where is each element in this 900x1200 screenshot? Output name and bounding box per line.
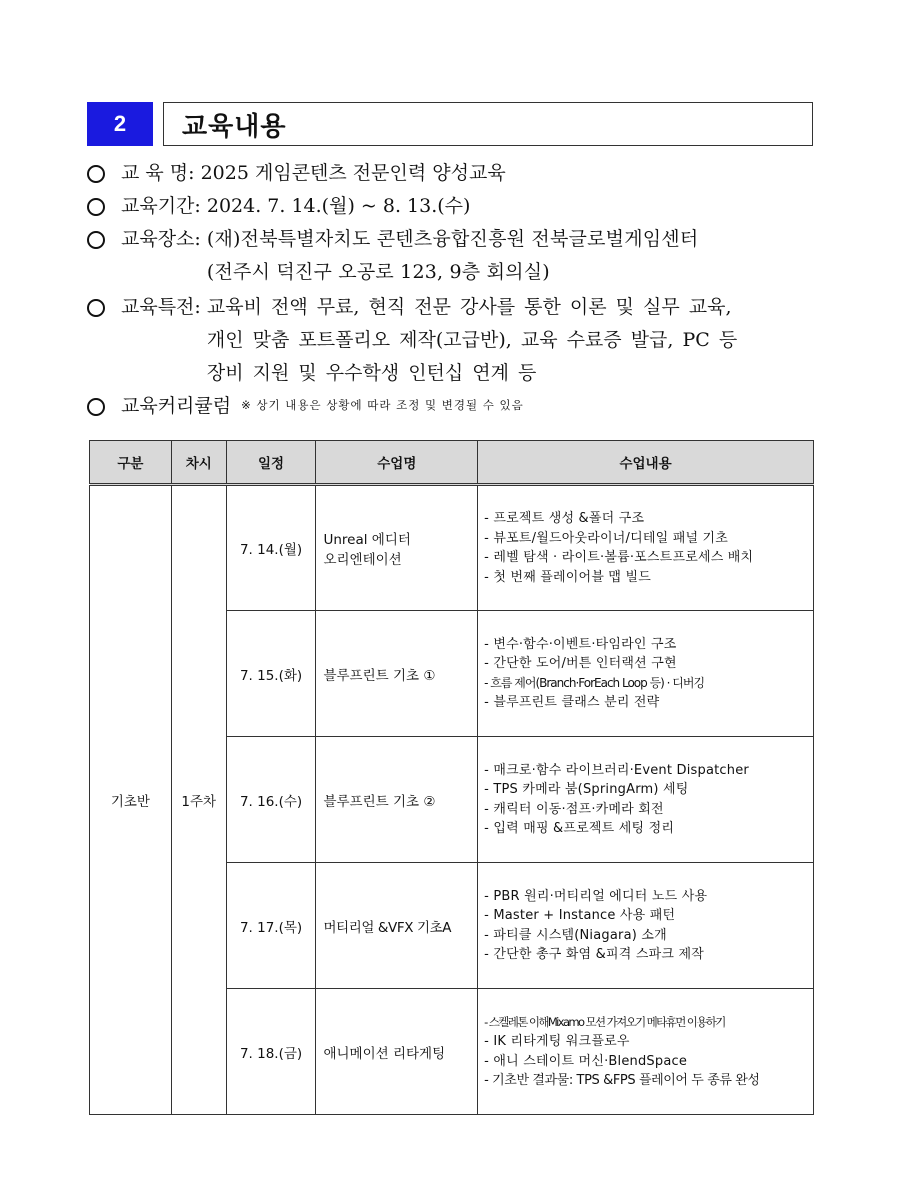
date-cell: 7. 17.(목) bbox=[226, 863, 316, 989]
class-content-cell bbox=[478, 611, 814, 737]
info-list bbox=[87, 157, 827, 423]
content-line: - 파티클 시스템(Niagara) 소개 bbox=[484, 927, 667, 943]
curriculum-table bbox=[89, 440, 814, 1115]
content-line: - TPS 카메라 붐(SpringArm) 세팅 bbox=[484, 782, 689, 797]
info-label: 교육특전: bbox=[121, 296, 207, 318]
class-name-cell bbox=[316, 989, 478, 1115]
info-value-line: 2024. 7. 14.(월) ~ 8. 13.(수) bbox=[206, 195, 471, 217]
info-label: 교육기간: bbox=[121, 195, 207, 217]
content-line: - 매크로·함수 라이브러리·Event Dispatcher bbox=[484, 762, 749, 778]
circle-bullet-icon bbox=[87, 398, 105, 416]
info-item-location bbox=[87, 223, 827, 289]
section-title: 교육내용 bbox=[182, 111, 287, 142]
class-content-cell bbox=[478, 485, 814, 611]
table-row bbox=[90, 485, 814, 611]
group-cell: 기초반 bbox=[90, 485, 172, 1115]
info-value bbox=[201, 157, 827, 190]
info-value-line: (재)전북특별자치도 콘텐츠융합진흥원 전북글로벌게임센터 bbox=[206, 228, 699, 250]
info-item-benefits bbox=[87, 291, 827, 390]
class-content-cell bbox=[478, 989, 814, 1115]
info-value-line: 장비 지원 및 우수학생 인턴십 연계 등 bbox=[206, 362, 537, 384]
class-content-cell bbox=[478, 863, 814, 989]
header-class-name: 수업명 bbox=[316, 441, 478, 485]
content-line: - Master + Instance 사용 패턴 bbox=[484, 908, 676, 923]
circle-bullet-icon bbox=[87, 165, 105, 183]
table-header-row bbox=[90, 441, 814, 485]
content-line: - 변수·함수·이벤트·타임라인 구조 bbox=[484, 636, 677, 652]
class-name-line: 애니메이션 리타게팅 bbox=[323, 1045, 446, 1062]
class-name-cell bbox=[316, 611, 478, 737]
circle-bullet-icon bbox=[87, 231, 105, 249]
header-schedule: 일정 bbox=[226, 441, 316, 485]
content-line: - 스켈레톤 이해Mixamo 모션 가져오기 메타휴먼 이용하기 bbox=[484, 1014, 725, 1029]
content-line: - PBR 원리·머티리얼 에디터 노드 사용 bbox=[484, 888, 708, 904]
content-line: - 기초반 결과물: TPS &FPS 플레이어 두 종류 완성 bbox=[484, 1073, 760, 1088]
class-name-line: Unreal 에디터 bbox=[323, 532, 411, 548]
class-name-line: 블루프린트 기초 ② bbox=[323, 793, 436, 810]
content-line: - 첫 번째 플레이어블 맵 빌드 bbox=[484, 569, 652, 585]
content-line: - 캐릭터 이동·점프·카메라 회전 bbox=[484, 801, 664, 817]
class-name-cell bbox=[316, 863, 478, 989]
info-label: 교육장소: bbox=[121, 228, 207, 250]
week-cell: 1주차 bbox=[171, 485, 226, 1115]
content-line: - 흐름 제어(Branch·ForEach Loop 등) · 디버깅 bbox=[484, 675, 705, 690]
header-class-content: 수업내용 bbox=[478, 441, 814, 485]
class-name-line: 블루프린트 기초 ① bbox=[323, 667, 436, 684]
content-line: - 애니 스테이트 머신·BlendSpace bbox=[484, 1053, 688, 1069]
info-item-period bbox=[87, 190, 827, 223]
content-line: - 레벨 탐색 · 라이트·볼륨·포스트프로세스 배치 bbox=[484, 550, 754, 565]
info-label: 교 육 명: bbox=[121, 162, 201, 184]
circle-bullet-icon bbox=[87, 198, 105, 216]
content-line: - 입력 매핑 &프로젝트 세팅 정리 bbox=[484, 821, 675, 836]
circle-bullet-icon bbox=[87, 299, 105, 317]
header-category: 구분 bbox=[90, 441, 172, 485]
info-item-course-name bbox=[87, 157, 827, 190]
info-value bbox=[207, 223, 827, 289]
section-header bbox=[87, 102, 813, 146]
content-line: - 간단한 총구 화염 &피격 스파크 제작 bbox=[484, 947, 704, 962]
info-value-line: 교육비 전액 무료, 현직 전문 강사를 통한 이론 및 실무 교육, bbox=[206, 296, 732, 318]
curriculum-note: ※ 상기 내용은 상황에 따라 조정 및 변경될 수 있음 bbox=[241, 398, 524, 412]
class-name-cell bbox=[316, 737, 478, 863]
info-label: 교육커리큘럼 bbox=[121, 395, 232, 417]
info-item-curriculum bbox=[87, 390, 827, 423]
info-value-line: 개인 맞춤 포트폴리오 제작(고급반), 교육 수료증 발급, PC 등 bbox=[206, 329, 738, 351]
content-line: - 뷰포트/월드아웃라이너/디테일 패널 기초 bbox=[484, 530, 729, 546]
class-content-cell bbox=[478, 737, 814, 863]
info-value bbox=[207, 291, 827, 390]
section-title-box bbox=[163, 102, 813, 146]
class-name-line: 오리엔테이션 bbox=[323, 552, 402, 568]
content-line: - 간단한 도어/버튼 인터랙션 구현 bbox=[484, 656, 677, 671]
header-session: 차시 bbox=[171, 441, 226, 485]
class-name-cell bbox=[316, 485, 478, 611]
section-number: 2 bbox=[87, 102, 153, 146]
class-name-line: 머티리얼 &VFX 기초A bbox=[323, 919, 452, 936]
date-cell: 7. 14.(월) bbox=[226, 485, 316, 611]
content-line: - 블루프린트 클래스 분리 전략 bbox=[484, 695, 660, 710]
info-value bbox=[207, 190, 827, 223]
date-cell: 7. 15.(화) bbox=[226, 611, 316, 737]
info-value-line: 2025 게임콘텐츠 전문인력 양성교육 bbox=[200, 162, 506, 184]
date-cell: 7. 16.(수) bbox=[226, 737, 316, 863]
date-cell: 7. 18.(금) bbox=[226, 989, 316, 1115]
info-value-line: (전주시 덕진구 오공로 123, 9층 회의실) bbox=[206, 261, 550, 283]
content-line: - 프로젝트 생성 &폴더 구조 bbox=[484, 511, 645, 526]
content-line: - IK 리타게팅 워크플로우 bbox=[484, 1034, 630, 1049]
